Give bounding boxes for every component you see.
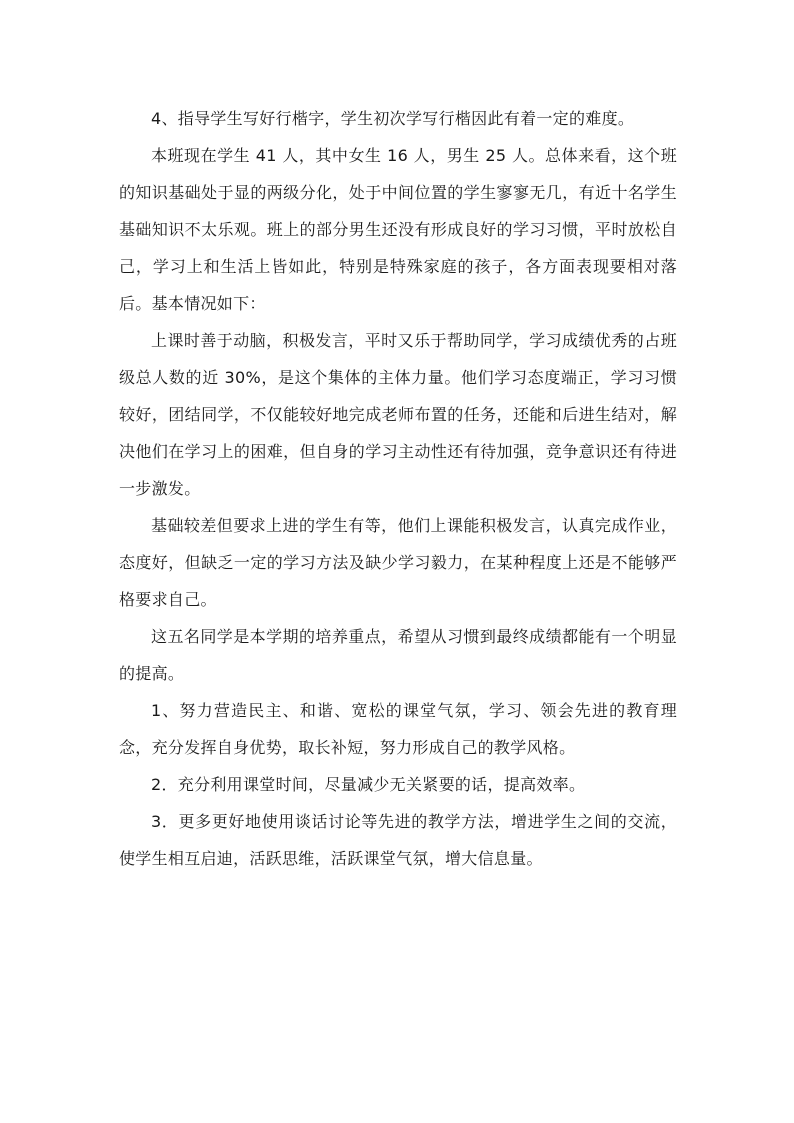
document-body: [119, 100, 677, 877]
paragraph-focus-students: 这五名同学是本学期的培养重点，希望从习惯到最终成绩都能有一个明显的提高。: [119, 627, 677, 683]
paragraph-measure-3: 3．更多更好地使用谈话讨论等先进的教学方法，增进学生之间的交流，使学生相互启迪，活跃思维，活跃课堂气氛，增大信息量。: [119, 812, 677, 868]
paragraph-measure-1: 1、努力营造民主、和谐、宽松的课堂气氛，学习、领会先进的教育理念，充分发挥自身优势，取长补短，努力形成自己的教学风格。: [119, 701, 677, 757]
paragraph-measure-2: 2．充分利用课堂时间，尽量减少无关紧要的话，提高效率。: [151, 775, 586, 794]
paragraph-top-students: 上课时善于动脑，积极发言，平时又乐于帮助同学，学习成绩优秀的占班级总人数的近 30%，是这个集体的主体力量。他们学习态度端正，学习习惯较好，团结同学，不仅能较好地完成老师布置的任务，还能和后进生结对，解决他们在学习上的困难，但自身的学习主动性还有待加强，竞争意识还有待进一步激发。: [119, 331, 677, 498]
paragraph-weaker-students: 基础较差但要求上进的学生有等，他们上课能积极发言，认真完成作业，态度好，但缺乏一定的学习方法及缺少学习毅力，在某种程度上还是不能够严格要求自己。: [119, 516, 677, 609]
paragraph-class-overview: 本班现在学生 41 人，其中女生 16 人，男生 25 人。总体来看，这个班的知识基础处于显的两级分化，处于中间位置的学生寥寥无几，有近十名学生基础知识不太乐观。班上的部分男生还没有形成良好的学习习惯，平时放松自己，学习上和生活上皆如此，特别是特殊家庭的孩子，各方面表现要相对落后。基本情况如下：: [119, 146, 677, 313]
paragraph-guide-handwriting: 4、指导学生写好行楷字，学生初次学写行楷因此有着一定的难度。: [151, 109, 635, 128]
